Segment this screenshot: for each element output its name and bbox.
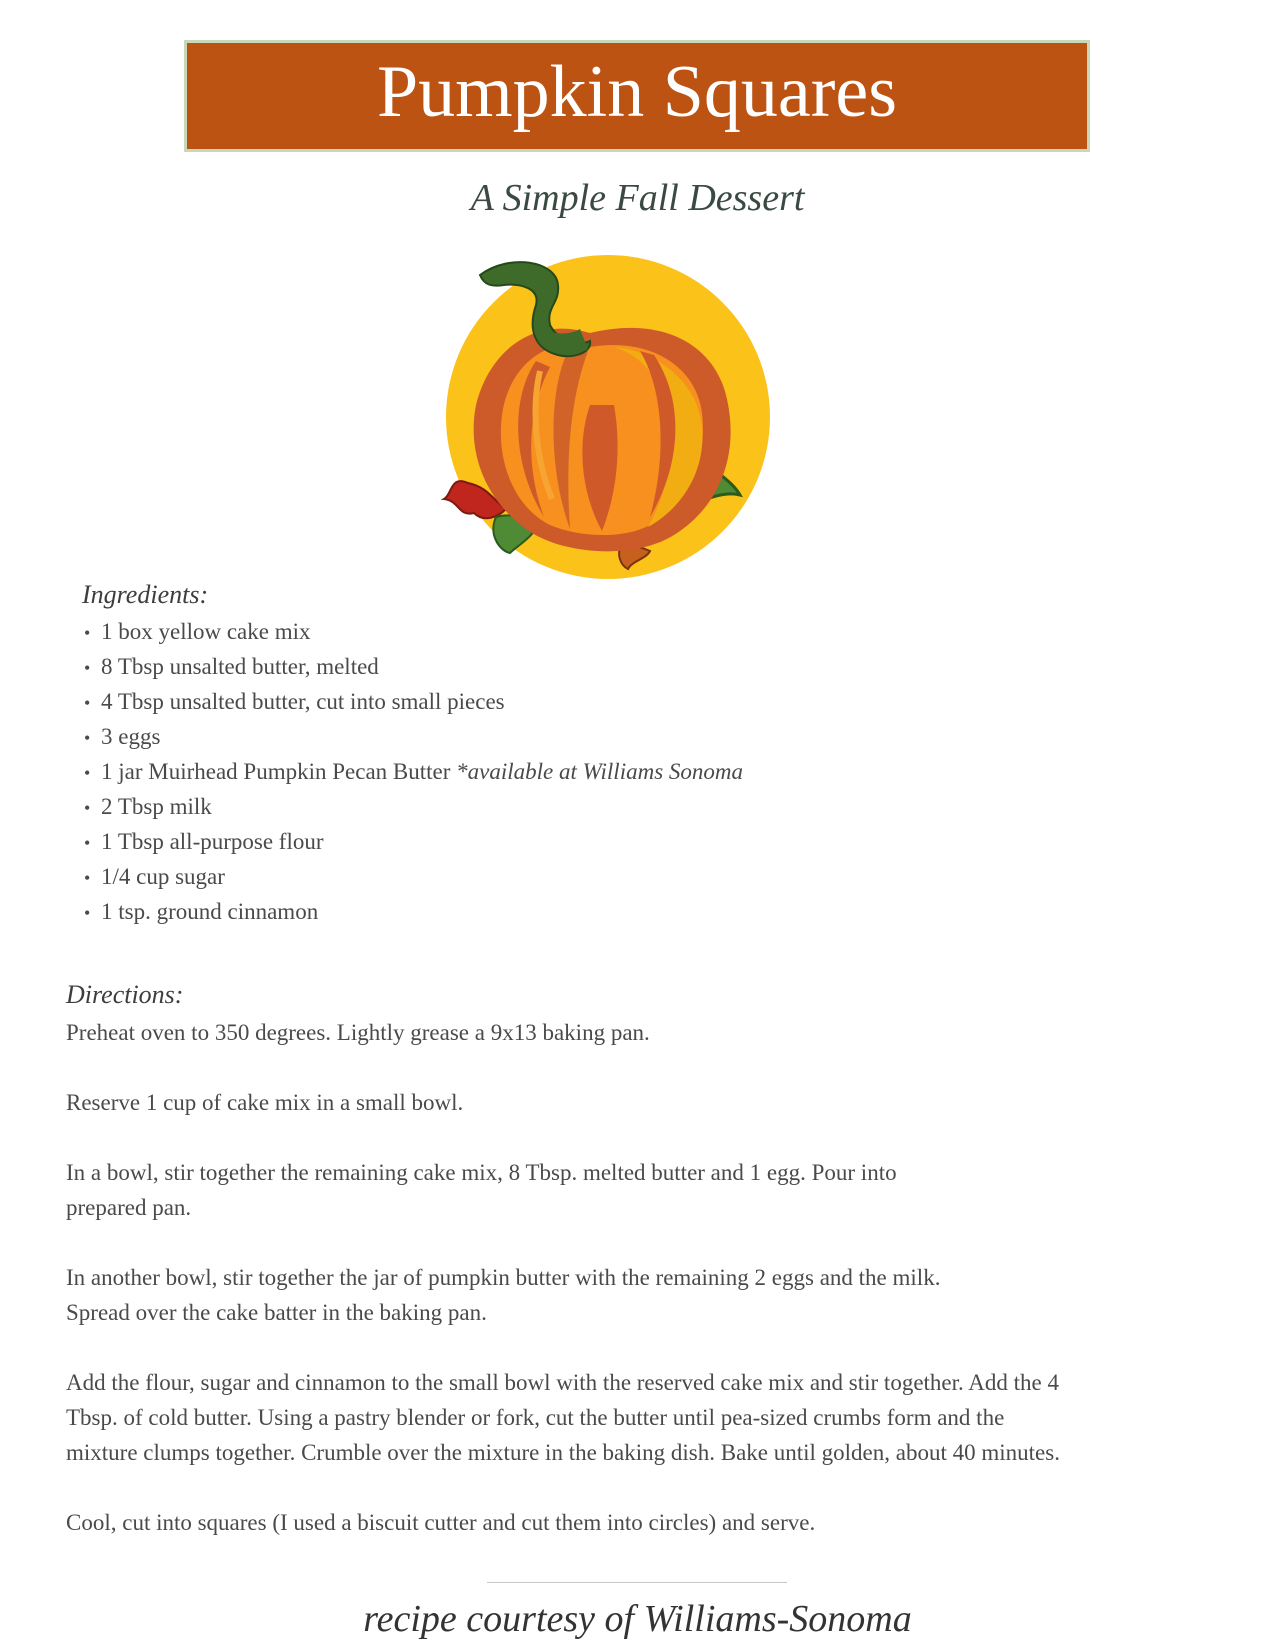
bullet-icon: • [84, 903, 91, 923]
direction-line: Tbsp. of cold butter. Using a pastry blender or fork, cut the butter until pea-sized crumbs form and the [66, 1405, 1005, 1430]
footer-divider [487, 1582, 787, 1583]
list-item: • 1 tsp. ground cinnamon [84, 894, 743, 929]
ingredients-list [84, 614, 743, 929]
pumpkin-icon [440, 255, 775, 590]
availability-note: *available at Williams Sonoma [456, 759, 744, 784]
list-item: • 1 jar Muirhead Pumpkin Pecan Butter *available at Williams Sonoma [84, 754, 743, 789]
directions-heading: Directions: [66, 980, 184, 1009]
list-item: • 4 Tbsp unsalted butter, cut into small pieces [84, 684, 743, 719]
direction-line: Preheat oven to 350 degrees. Lightly grease a 9x13 baking pan. [66, 1020, 650, 1045]
direction-line: Cool, cut into squares (I used a biscuit cutter and cut them into circles) and serve. [66, 1510, 816, 1535]
list-item: • 1 Tbsp all-purpose flour [84, 824, 743, 859]
list-item: • 8 Tbsp unsalted butter, melted [84, 649, 743, 684]
list-item: • 1 box yellow cake mix [84, 614, 743, 649]
bullet-icon: • [84, 623, 91, 643]
direction-line: prepared pan. [66, 1195, 192, 1220]
direction-line: In another bowl, stir together the jar of pumpkin butter with the remaining 2 eggs and the milk. [66, 1265, 941, 1290]
direction-line: Reserve 1 cup of cake mix in a small bowl. [66, 1090, 464, 1115]
bullet-icon: • [84, 693, 91, 713]
list-item: • 1/4 cup sugar [84, 859, 743, 894]
page-subtitle: A Simple Fall Dessert [470, 177, 805, 219]
direction-line: Spread over the cake batter in the baking pan. [66, 1300, 487, 1325]
bullet-icon: • [84, 728, 91, 748]
page-title: Pumpkin Squares [376, 51, 898, 133]
bullet-icon: • [84, 763, 91, 783]
list-item: • 2 Tbsp milk [84, 789, 743, 824]
bullet-icon: • [84, 658, 91, 678]
bullet-icon: • [84, 868, 91, 888]
direction-line: In a bowl, stir together the remaining cake mix, 8 Tbsp. melted butter and 1 egg. Pour into [66, 1160, 897, 1185]
bullet-icon: • [84, 833, 91, 853]
direction-line: Add the flour, sugar and cinnamon to the small bowl with the reserved cake mix and stir together. Add the 4 [66, 1370, 1059, 1395]
directions-body [66, 1015, 1216, 1540]
bullet-icon: • [84, 798, 91, 818]
list-item: • 3 eggs [84, 719, 743, 754]
direction-line: mixture clumps together. Crumble over the mixture in the baking dish. Bake until golden, about 40 minutes. [66, 1440, 1060, 1465]
recipe-credit: recipe courtesy of Williams-Sonoma [363, 1598, 912, 1640]
ingredients-heading: Ingredients: [82, 580, 209, 609]
title-banner [184, 40, 1090, 152]
